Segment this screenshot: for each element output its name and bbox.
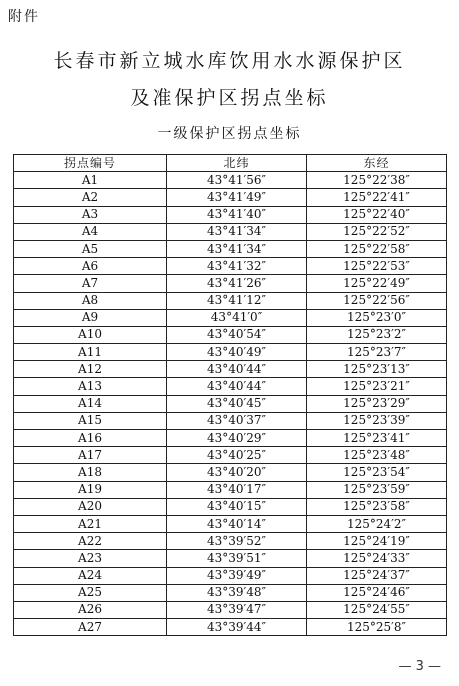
table-row: [14, 258, 447, 275]
table-header-row: [14, 155, 447, 172]
latitude-cell: 43°40′14″: [167, 515, 307, 532]
latitude-cell: 43°41′56″: [167, 172, 307, 189]
table-row: [14, 498, 447, 515]
table-row: [14, 206, 447, 223]
table-row: [14, 223, 447, 240]
latitude-cell: 43°40′49″: [167, 344, 307, 361]
point-id-cell: A5: [14, 240, 167, 257]
longitude-cell: 125°24′2″: [307, 515, 447, 532]
longitude-cell: 125°22′38″: [307, 172, 447, 189]
header-latitude: 北纬: [167, 155, 307, 172]
point-id-cell: A26: [14, 601, 167, 618]
point-id-cell: A7: [14, 275, 167, 292]
latitude-cell: 43°40′45″: [167, 395, 307, 412]
table-row: [14, 395, 447, 412]
point-id-cell: A22: [14, 533, 167, 550]
longitude-cell: 125°22′58″: [307, 240, 447, 257]
table-row: [14, 567, 447, 584]
table-row: [14, 601, 447, 618]
latitude-cell: 43°41′34″: [167, 240, 307, 257]
point-id-cell: A2: [14, 189, 167, 206]
table-row: [14, 240, 447, 257]
longitude-cell: 125°23′29″: [307, 395, 447, 412]
point-id-cell: A11: [14, 344, 167, 361]
latitude-cell: 43°39′47″: [167, 601, 307, 618]
longitude-cell: 125°23′0″: [307, 309, 447, 326]
point-id-cell: A9: [14, 309, 167, 326]
page-number: — 3 —: [398, 659, 441, 674]
table-row: [14, 584, 447, 601]
table-row: [14, 344, 447, 361]
point-id-cell: A23: [14, 550, 167, 567]
latitude-cell: 43°41′40″: [167, 206, 307, 223]
latitude-cell: 43°41′12″: [167, 292, 307, 309]
header-longitude: 东经: [307, 155, 447, 172]
latitude-cell: 43°40′20″: [167, 464, 307, 481]
point-id-cell: A17: [14, 447, 167, 464]
longitude-cell: 125°23′39″: [307, 412, 447, 429]
point-id-cell: A18: [14, 464, 167, 481]
longitude-cell: 125°24′55″: [307, 601, 447, 618]
table-body: [14, 172, 447, 636]
table-row: [14, 275, 447, 292]
latitude-cell: 43°40′44″: [167, 361, 307, 378]
point-id-cell: A19: [14, 481, 167, 498]
table-row: [14, 292, 447, 309]
latitude-cell: 43°41′34″: [167, 223, 307, 240]
point-id-cell: A24: [14, 567, 167, 584]
latitude-cell: 43°41′26″: [167, 275, 307, 292]
point-id-cell: A25: [14, 584, 167, 601]
latitude-cell: 43°39′51″: [167, 550, 307, 567]
longitude-cell: 125°22′40″: [307, 206, 447, 223]
point-id-cell: A1: [14, 172, 167, 189]
latitude-cell: 43°39′44″: [167, 619, 307, 636]
table-row: [14, 326, 447, 343]
longitude-cell: 125°22′53″: [307, 258, 447, 275]
longitude-cell: 125°22′56″: [307, 292, 447, 309]
point-id-cell: A10: [14, 326, 167, 343]
latitude-cell: 43°41′32″: [167, 258, 307, 275]
latitude-cell: 43°41′0″: [167, 309, 307, 326]
table-row: [14, 550, 447, 567]
latitude-cell: 43°40′54″: [167, 326, 307, 343]
document-title-line2: 及准保护区拐点坐标: [130, 87, 329, 109]
longitude-cell: 125°22′52″: [307, 223, 447, 240]
table-row: [14, 189, 447, 206]
table-row: [14, 533, 447, 550]
point-id-cell: A4: [14, 223, 167, 240]
longitude-cell: 125°24′46″: [307, 584, 447, 601]
latitude-cell: 43°40′29″: [167, 430, 307, 447]
table-row: [14, 361, 447, 378]
longitude-cell: 125°23′41″: [307, 430, 447, 447]
longitude-cell: 125°23′2″: [307, 326, 447, 343]
longitude-cell: 125°22′49″: [307, 275, 447, 292]
table-row: [14, 309, 447, 326]
longitude-cell: 125°23′13″: [307, 361, 447, 378]
longitude-cell: 125°22′41″: [307, 189, 447, 206]
point-id-cell: A21: [14, 515, 167, 532]
point-id-cell: A12: [14, 361, 167, 378]
point-id-cell: A16: [14, 430, 167, 447]
longitude-cell: 125°25′8″: [307, 619, 447, 636]
table-subtitle: 一级保护区拐点坐标: [157, 126, 302, 142]
table-row: [14, 447, 447, 464]
longitude-cell: 125°24′33″: [307, 550, 447, 567]
point-id-cell: A6: [14, 258, 167, 275]
latitude-cell: 43°40′44″: [167, 378, 307, 395]
table-row: [14, 172, 447, 189]
latitude-cell: 43°39′48″: [167, 584, 307, 601]
table-row: [14, 619, 447, 636]
coordinates-table: [13, 154, 447, 636]
table-row: [14, 464, 447, 481]
latitude-cell: 43°40′37″: [167, 412, 307, 429]
latitude-cell: 43°39′49″: [167, 567, 307, 584]
latitude-cell: 43°40′15″: [167, 498, 307, 515]
longitude-cell: 125°24′19″: [307, 533, 447, 550]
point-id-cell: A3: [14, 206, 167, 223]
table-row: [14, 481, 447, 498]
document-title-line1: 长春市新立城水库饮用水水源保护区: [53, 50, 406, 72]
table-row: [14, 378, 447, 395]
longitude-cell: 125°23′54″: [307, 464, 447, 481]
attachment-label: 附件: [8, 9, 40, 25]
latitude-cell: 43°41′49″: [167, 189, 307, 206]
latitude-cell: 43°40′25″: [167, 447, 307, 464]
point-id-cell: A27: [14, 619, 167, 636]
point-id-cell: A13: [14, 378, 167, 395]
longitude-cell: 125°23′7″: [307, 344, 447, 361]
table-row: [14, 412, 447, 429]
longitude-cell: 125°23′48″: [307, 447, 447, 464]
latitude-cell: 43°39′52″: [167, 533, 307, 550]
latitude-cell: 43°40′17″: [167, 481, 307, 498]
longitude-cell: 125°24′37″: [307, 567, 447, 584]
longitude-cell: 125°23′21″: [307, 378, 447, 395]
longitude-cell: 125°23′59″: [307, 481, 447, 498]
point-id-cell: A20: [14, 498, 167, 515]
table-row: [14, 430, 447, 447]
longitude-cell: 125°23′58″: [307, 498, 447, 515]
point-id-cell: A14: [14, 395, 167, 412]
point-id-cell: A8: [14, 292, 167, 309]
table-row: [14, 515, 447, 532]
header-point-id: 拐点编号: [14, 155, 167, 172]
point-id-cell: A15: [14, 412, 167, 429]
